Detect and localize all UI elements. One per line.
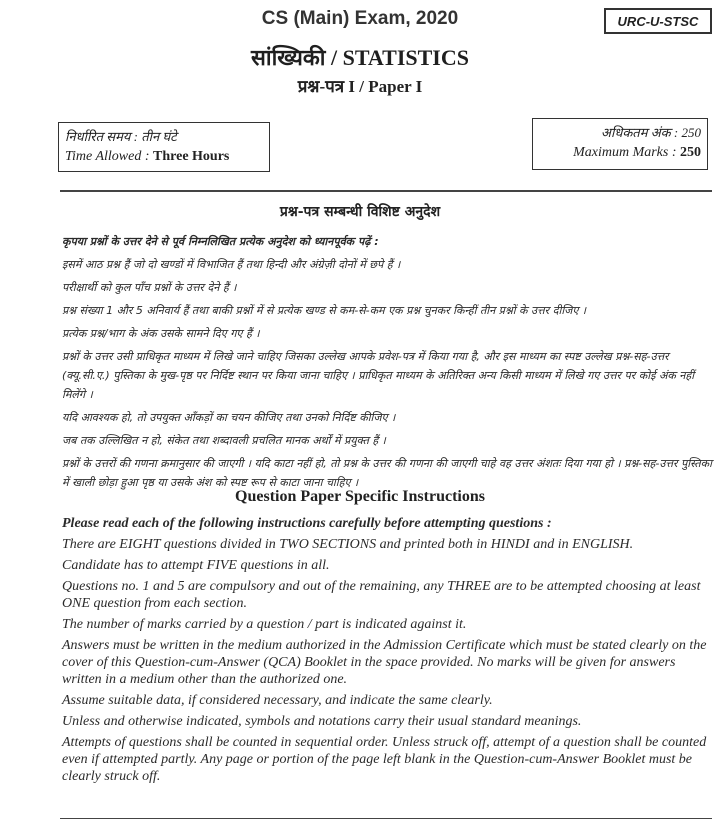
paper-number: प्रश्न-पत्र I / Paper I [297,77,423,96]
english-intro: Please read each of the following instructions carefully before attempting questions : [62,516,552,531]
english-instruction-item: Candidate has to attempt FIVE questions in all. [62,558,330,573]
hindi-instruction-item: प्रत्येक प्रश्न/भाग के अंक उसके सामने दिए गए हैं । [62,327,260,340]
paper-code-box: URC-U-STSC [604,8,712,34]
english-instruction-item: Attempts of questions shall be counted in sequential order. Unless struck off, attempt of a question shall be counted even if attempted partly. Any page or portion of the page left blank in the Question-cum-Answer Booklet must be clearly struck off. [62,735,707,784]
time-allowed-label: Time Allowed : [65,149,154,164]
time-allowed-english [65,147,269,167]
english-instruction-item: Assume suitable data, if considered necessary, and indicate the same clearly. [62,693,493,708]
english-instruction-item: Unless and otherwise indicated, symbols and notations carry their usual standard meanings. [62,714,582,729]
hindi-instruction-item: प्रश्नों के उत्तरों की गणना क्रमानुसार की जाएगी । यदि काटा नहीं हो, तो प्रश्न के उत्तर की गणना की जाएगी चाहे वह उत्तर अंशतः दिया गया हो । प्रश्न-सह-उत्तर पुस्तिका में खाली छोड़ा हुआ पृष्ठ या उसके अंश को स्पष्ट रूप से काटा जाना चाहिए । [62,457,712,489]
hindi-instructions-heading: प्रश्न-पत्र सम्बन्धी विशिष्ट अनुदेश [279,204,441,220]
hindi-instruction-item: प्रश्न संख्या 1 और 5 अनिवार्य हैं तथा बाकी प्रश्नों में से प्रत्येक खण्ड से कम-से-कम एक प्रश्न चुनकर किन्हीं तीन प्रश्नों के उत्तर दीजिए । [62,304,587,317]
hindi-instruction-item: परीक्षार्थी को कुल पाँच प्रश्नों के उत्तर देने हैं । [62,281,237,294]
exam-title: CS (Main) Exam, 2020 [261,8,459,29]
english-instruction-item: Answers must be written in the medium authorized in the Admission Certificate which must be stated clearly on the cover of this Question-cum-Answer (QCA) Booklet in the space provided. No marks will be given for answers written in a medium other than the authorized one. [62,638,707,687]
bottom-divider [60,818,712,819]
time-allowed-value: Three Hours [153,149,230,164]
maximum-marks-label: Maximum Marks : [573,145,680,160]
maximum-marks-hindi: अधिकतम अंक : 250 [601,125,701,140]
maximum-marks-value: 250 [680,145,701,160]
maximum-marks-box [532,118,708,170]
english-instructions [62,515,714,789]
maximum-marks-english [533,143,701,163]
hindi-instruction-item: इसमें आठ प्रश्न हैं जो दो खण्डों में विभाजित हैं तथा हिन्दी और अंग्रेज़ी दोनों में छपे हैं । [62,258,401,271]
hindi-instruction-item: प्रश्नों के उत्तर उसी प्राधिकृत माध्यम में लिखे जाने चाहिए जिसका उल्लेख आपके प्रवेश-पत्र में किया गया है, और इस माध्यम का स्पष्ट उल्लेख प्रश्न-सह-उत्तर (क्यू.सी.ए.) पुस्तिका के मुख-पृष्ठ पर निर्दिष्ट स्थान पर किया जाना चाहिए । प्राधिकृत माध्यम के अतिरिक्त अन्य किसी माध्यम में लिखे गए उत्तर पर कोई अंक नहीं मिलेंगे । [62,350,695,401]
top-divider [60,190,712,192]
hindi-intro: कृपया प्रश्नों के उत्तर देने से पूर्व निम्नलिखित प्रत्येक अनुदेश को ध्यानपूर्वक पढ़ें : [62,235,379,248]
subject-title: सांख्यिकी / STATISTICS [251,45,469,70]
english-instruction-item: Questions no. 1 and 5 are compulsory and out of the remaining, any THREE are to be attempted choosing at least ONE question from each section. [62,579,701,611]
time-allowed-hindi: निर्धारित समय : तीन घंटे [65,129,177,144]
english-instruction-item: The number of marks carried by a question / part is indicated against it. [62,617,467,632]
hindi-instruction-item: जब तक उल्लिखित न हो, संकेत तथा शब्दावली प्रचलित मानक अर्थों में प्रयुक्त हैं । [62,434,386,447]
hindi-instruction-item: यदि आवश्यक हो, तो उपयुक्त आँकड़ों का चयन कीजिए तथा उनको निर्दिष्ट कीजिए । [62,411,396,424]
english-instruction-item: There are EIGHT questions divided in TWO SECTIONS and printed both in HINDI and in ENGLISH. [62,537,634,552]
english-instructions-heading: Question Paper Specific Instructions [235,488,485,505]
time-allowed-box [58,122,270,172]
hindi-instructions [62,232,712,496]
